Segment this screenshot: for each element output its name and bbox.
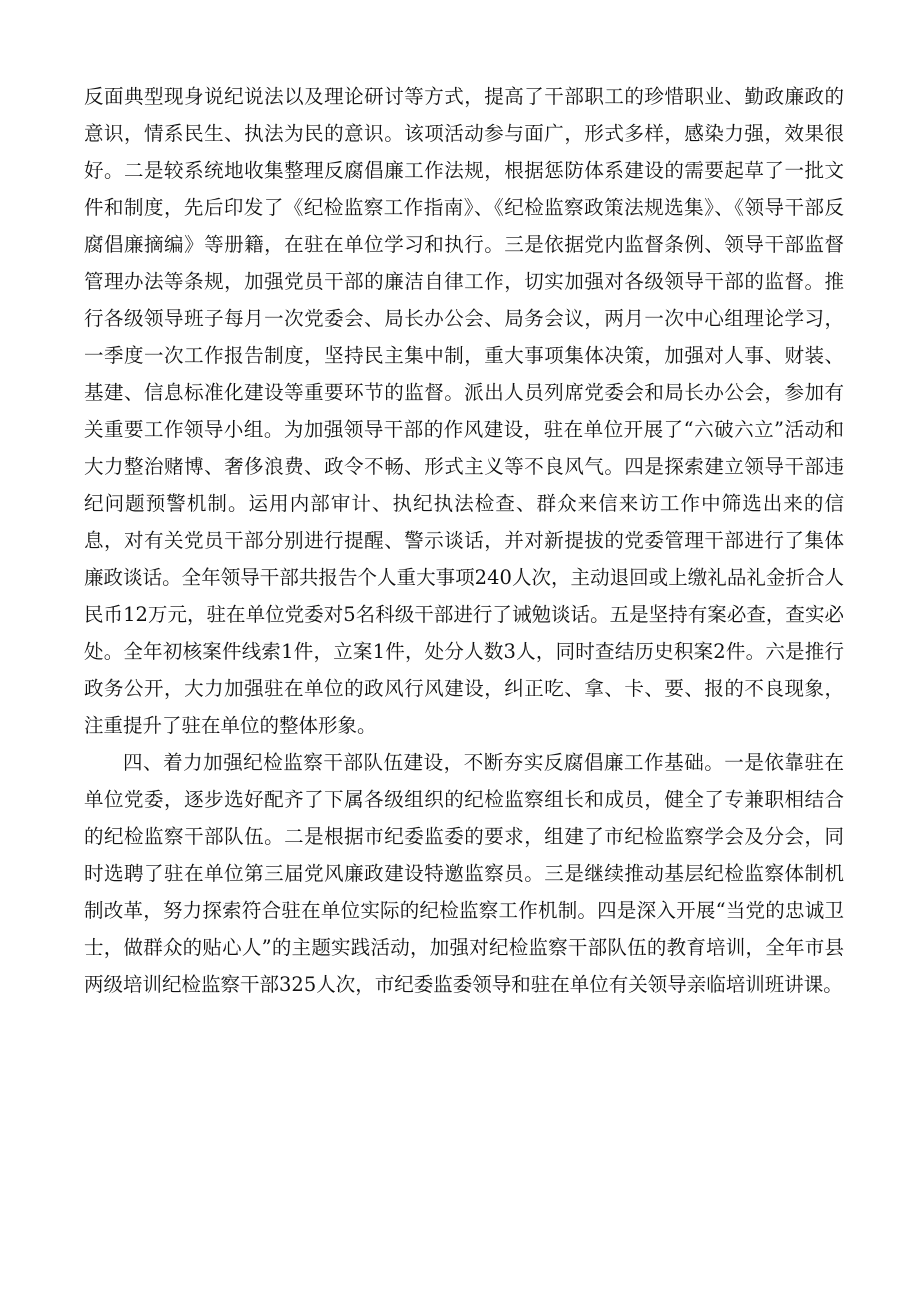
body-paragraph-2: 四、着力加强纪检监察干部队伍建设，不断夯实反腐倡廉工作基础。一是依靠驻在单位党委，逐步选好配齐了下属各级组织的纪检监察组长和成员，健全了专兼职相结合的纪检监察干部队伍。二是根据市纪委监委的要求，组建了市纪检监察学会及分会，同时选聘了驻在单位第三届党风廉政建设特邀监察员。三是继续推动基层纪检监察体制机制改革，努力探索符合驻在单位实际的纪检监察工作机制。四是深入开展“当党的忠诚卫士，做群众的贴心人”的主题实践活动，加强对纪检监察干部队伍的教育培训，全年市县两级培训纪检监察干部325人次，市纪委监委领导和驻在单位有关领导亲临培训班讲课。 [84, 751, 844, 996]
document-body [84, 78, 844, 1003]
body-paragraph-1: 反面典型现身说纪说法以及理论研讨等方式，提高了干部职工的珍惜职业、勤政廉政的意识，情系民生、执法为民的意识。该项活动参与面广，形式多样，感染力强，效果很好。二是较系统地收集整理反腐倡廉工作法规，根据惩防体系建设的需要起草了一批文件和制度，先后印发了《纪检监察工作指南》、《纪检监察政策法规选集》、《领导干部反腐倡廉摘编》等册籍，在驻在单位学习和执行。三是依据党内监督条例、领导干部监督管理办法等条规，加强党员干部的廉洁自律工作，切实加强对各级领导干部的监督。推行各级领导班子每月一次党委会、局长办公会、局务会议，两月一次中心组理论学习，一季度一次工作报告制度，坚持民主集中制，重大事项集体决策，加强对人事、财装、基建、信息标准化建设等重要环节的监督。派出人员列席党委会和局长办公会，参加有关重要工作领导小组。为加强领导干部的作风建设，驻在单位开展了“六破六立”活动和大力整治赌博、奢侈浪费、政令不畅、形式主义等不良风气。四是探索建立领导干部违纪问题预警机制。运用内部审计、执纪执法检查、群众来信来访工作中筛选出来的信息，对有关党员干部分别进行提醒、警示谈话，并对新提拔的党委管理干部进行了集体廉政谈话。全年领导干部共报告个人重大事项240人次，主动退回或上缴礼品礼金折合人民币12万元，驻在单位党委对5名科级干部进行了诫勉谈话。五是坚持有案必查，查实必处。全年初核案件线索1件，立案1件，处分人数3人，同时查结历史积案2件。六是推行政务公开，大力加强驻在单位的政风行风建设，纠正吃、拿、卡、要、报的不良现象，注重提升了驻在单位的整体形象。 [84, 85, 844, 737]
